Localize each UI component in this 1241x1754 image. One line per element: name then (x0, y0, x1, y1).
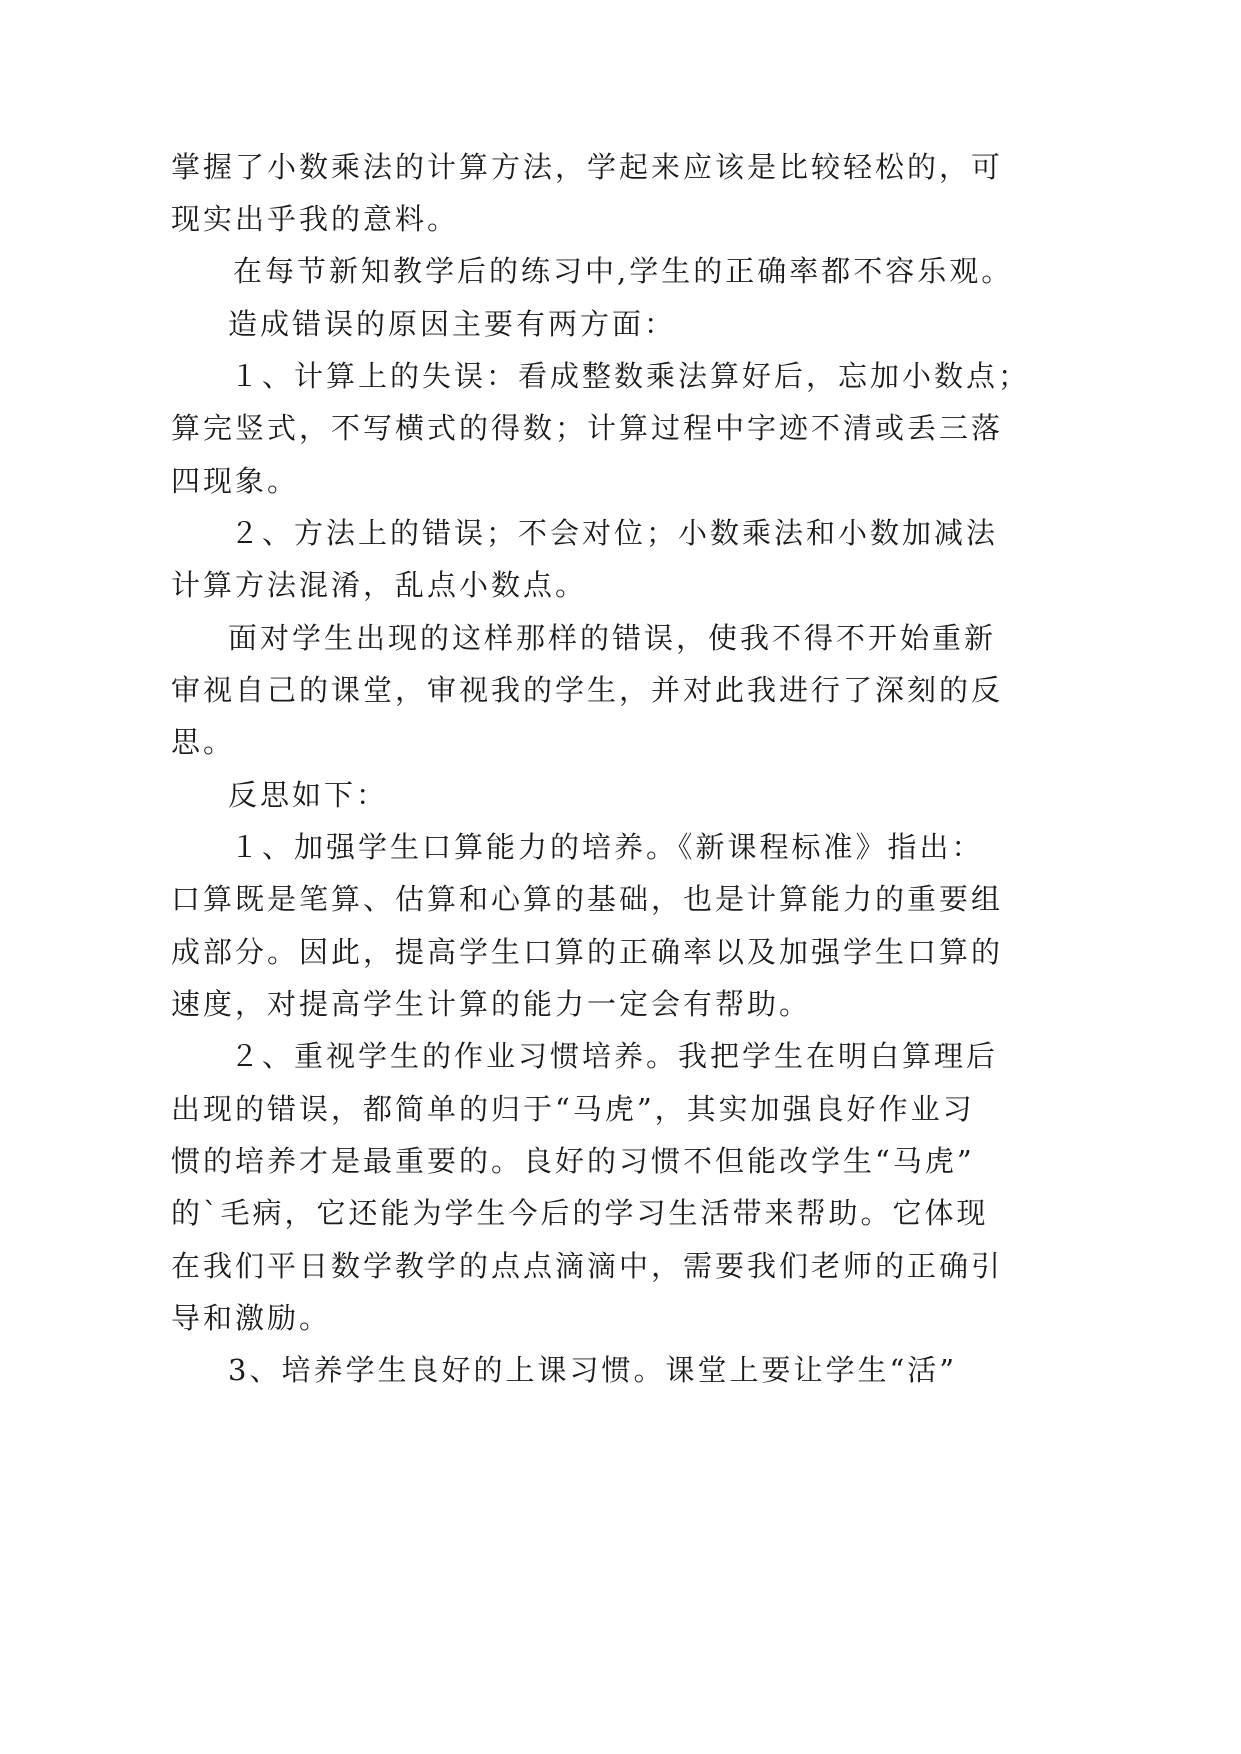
text-line: 造成错误的原因主要有两方面： (228, 307, 677, 341)
text-line: 在我们平日数学教学的点点滴滴中，需要我们老师的正确引 (171, 1249, 1004, 1283)
text-line: 思。 (171, 725, 236, 759)
text-line: ２、方法上的错误；不会对位；小数乘法和小数加减法 (230, 516, 999, 550)
text-line: 反思如下： (228, 778, 389, 812)
text-line: 惯的培养才是最重要的。良好的习惯不但能改学生“马虎” (171, 1144, 975, 1178)
text-line: 现实出乎我的意料。 (171, 202, 460, 236)
text-line: 算完竖式，不写横式的得数；计算过程中字迹不清或丢三落 (171, 411, 1004, 445)
text-line: 成部分。因此，提高学生口算的正确率以及加强学生口算的 (171, 935, 1004, 969)
text-line: 出现的错误，都简单的归于“马虎”，其实加强良好作业习 (171, 1092, 975, 1126)
text-line: 四现象。 (171, 464, 300, 498)
text-line: 口算既是笔算、估算和心算的基础，也是计算能力的重要组 (171, 882, 1004, 916)
text-line: 审视自己的课堂，审视我的学生，并对此我进行了深刻的反 (171, 673, 1004, 707)
text-line: 在每节新知教学后的练习中,学生的正确率都不容乐观。 (233, 254, 1014, 288)
text-line: 导和激励。 (171, 1301, 332, 1335)
text-line: １、加强学生口算能力的培养。《新课程标准》指出： (230, 830, 984, 864)
text-line: 速度，对提高学生计算的能力一定会有帮助。 (171, 987, 812, 1021)
text-line: 的`毛病，它还能为学生今后的学习生活带来帮助。它体现 (171, 1196, 989, 1230)
text-line: 掌握了小数乘法的计算方法，学起来应该是比较轻松的，可 (171, 150, 1004, 184)
text-line: 3、培养学生良好的上课习惯。课堂上要让学生“活” (228, 1353, 958, 1387)
text-line: １、计算上的失误：看成整数乘法算好后，忘加小数点； (230, 359, 1031, 393)
text-line: 面对学生出现的这样那样的错误，使我不得不开始重新 (228, 621, 997, 655)
text-line: ２、重视学生的作业习惯培养。我把学生在明白算理后 (230, 1039, 999, 1073)
text-line: 计算方法混淆，乱点小数点。 (171, 568, 588, 602)
